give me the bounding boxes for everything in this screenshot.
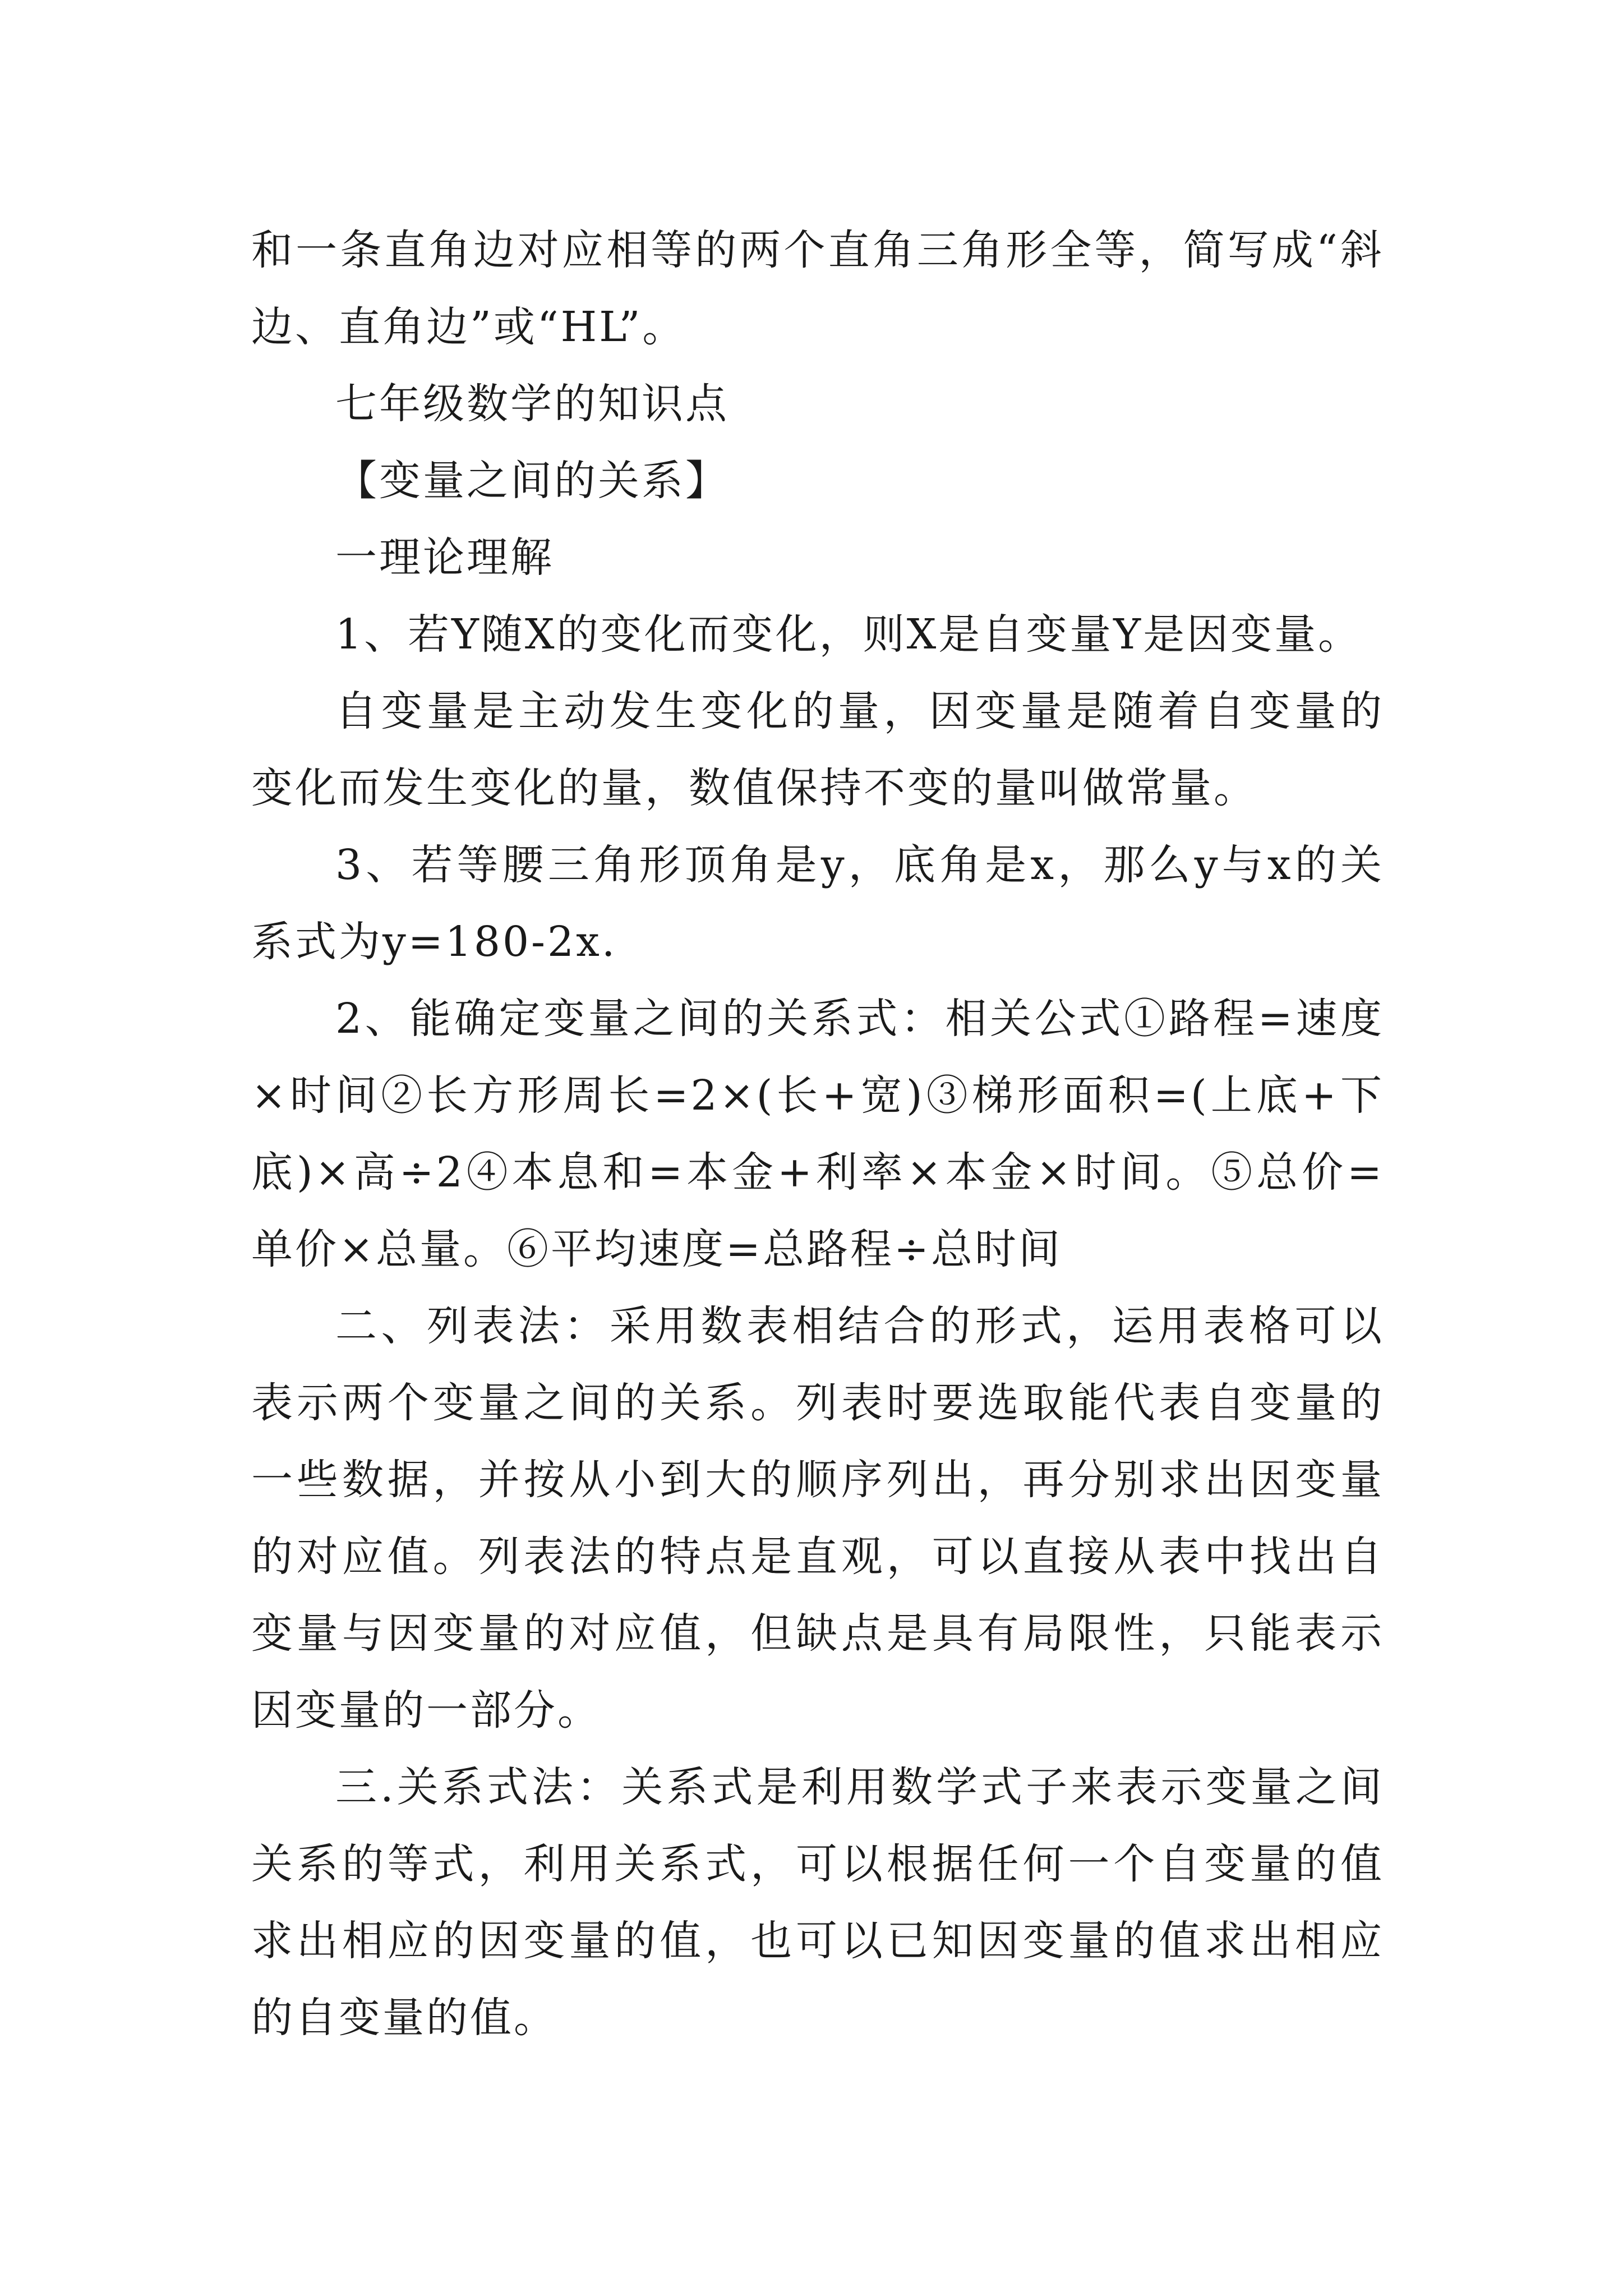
paragraph-formula-method: 三.关系式法：关系式是利用数学式子来表示变量之间关系的等式，利用关系式，可以根据任何一个自变量的值求出相应的因变量的值，也可以已知因变量的值求出相应的自变量的值。 (251, 1763, 1384, 2042)
subheading-theory: 一理论理解 (335, 533, 554, 582)
paragraph-table-method: 二、列表法：采用数表相结合的形式，运用表格可以表示两个变量之间的关系。列表时要选取能代表自变量的一些数据，并按从小到大的顺序列出，再分别求出因变量的对应值。列表法的特点是直观，可以直接从表中找出自变量与因变量的对应值，但缺点是具有局限性，只能表示因变量的一部分。 (251, 1302, 1384, 1734)
topic-heading: 【变量之间的关系】 (335, 457, 729, 505)
document-body (251, 212, 1384, 2056)
paragraph-point-2-formulas: 2、能确定变量之间的关系式：相关公式①路程=速度×时间②长方形周长=2×(长+宽)③梯形面积=(上底+下底)×高÷2④本息和=本金+利率×本金×时间。⑤总价=单价×总量。⑥平均速度=总路程÷总时间 (251, 995, 1384, 1273)
paragraph-definitions: 自变量是主动发生变化的量，因变量是随着自变量的变化而发生变化的量，数值保持不变的量叫做常量。 (251, 687, 1384, 812)
section-title: 七年级数学的知识点 (335, 380, 729, 428)
paragraph-point-3: 3、若等腰三角形顶角是y，底角是x，那么y与x的关系式为y=180-2x. (251, 841, 1384, 966)
paragraph-hl-rule: 和一条直角边对应相等的两个直角三角形全等，简写成“斜边、直角边”或“HL”。 (251, 226, 1384, 351)
paragraph-point-1: 1、若Y随X的变化而变化，则X是自变量Y是因变量。 (335, 610, 1362, 659)
